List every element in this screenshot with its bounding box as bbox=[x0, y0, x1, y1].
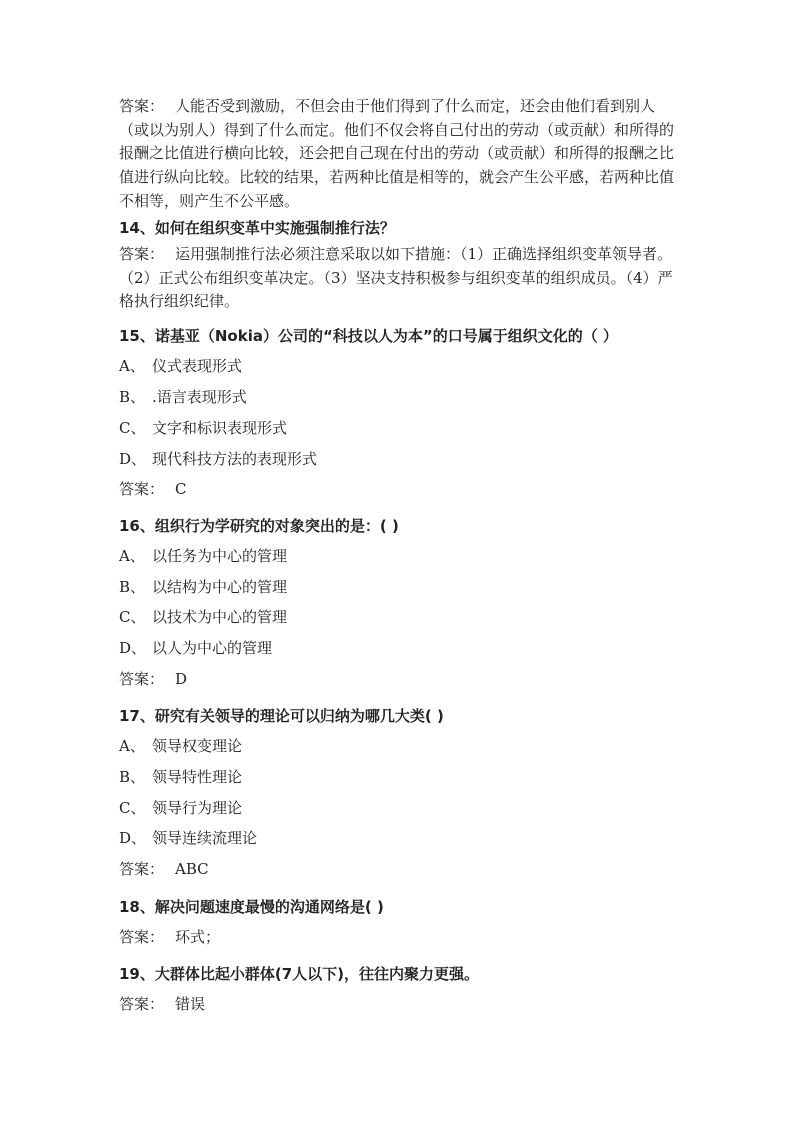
answer-14 bbox=[119, 243, 679, 314]
option-16-c bbox=[119, 607, 679, 627]
answer-label: 答案： bbox=[119, 480, 165, 498]
option-15-c bbox=[119, 418, 679, 438]
answer-label: 答案： bbox=[119, 97, 165, 115]
option-text: 以技术为中心的管理 bbox=[152, 608, 288, 626]
question-19: 19、大群体比起小群体(7人以下)，往往内聚力更强。 bbox=[119, 965, 480, 983]
question-14: 14、如何在组织变革中实施强制推行法？ bbox=[119, 219, 395, 237]
option-text: 现代科技方法的表现形式 bbox=[152, 450, 318, 468]
option-text: 仪式表现形式 bbox=[152, 357, 243, 375]
option-letter: D、 bbox=[119, 639, 147, 657]
option-text: 以结构为中心的管理 bbox=[152, 578, 288, 596]
answer-text: 错误 bbox=[175, 995, 206, 1013]
option-16-d bbox=[119, 638, 679, 658]
answer-text: ABC bbox=[175, 860, 209, 878]
option-text: .语言表现形式 bbox=[152, 388, 247, 406]
answer-label: 答案： bbox=[119, 995, 165, 1013]
option-15-b bbox=[119, 387, 679, 407]
option-17-a bbox=[119, 736, 679, 756]
answer-label: 答案： bbox=[119, 245, 165, 263]
answer-text: 运用强制推行法必须注意采取以如下措施：（1）正确选择组织变革领导者。（2）正式公布组织变革决定。（3）坚决支持积极参与组织变革的组织成员。（4）严格执行组织纪律。 bbox=[119, 245, 673, 311]
option-letter: C、 bbox=[119, 608, 146, 626]
answer-17 bbox=[119, 859, 679, 879]
question-15: 15、诺基亚（Nokia）公司的“科技以人为本”的口号属于组织文化的（ ） bbox=[119, 327, 618, 345]
answer-text: C bbox=[175, 480, 187, 498]
answer-19 bbox=[119, 994, 679, 1014]
answer-18 bbox=[119, 927, 679, 947]
option-text: 领导行为理论 bbox=[152, 799, 243, 817]
answer-16 bbox=[119, 669, 679, 689]
option-letter: C、 bbox=[119, 799, 146, 817]
answer-text: D bbox=[175, 670, 188, 688]
option-text: 文字和标识表现形式 bbox=[152, 419, 288, 437]
option-16-b bbox=[119, 577, 679, 597]
option-letter: B、 bbox=[119, 388, 146, 406]
answer-13 bbox=[119, 95, 679, 214]
answer-text: 环式； bbox=[175, 928, 221, 946]
question-18: 18、解决问题速度最慢的沟通网络是( ) bbox=[119, 898, 384, 916]
option-letter: B、 bbox=[119, 578, 146, 596]
option-17-b bbox=[119, 767, 679, 787]
question-17: 17、研究有关领导的理论可以归纳为哪几大类( ) bbox=[119, 707, 444, 725]
option-text: 领导特性理论 bbox=[152, 768, 243, 786]
option-letter: D、 bbox=[119, 829, 147, 847]
option-letter: A、 bbox=[119, 737, 145, 755]
answer-label: 答案： bbox=[119, 670, 165, 688]
option-17-d bbox=[119, 828, 679, 848]
answer-label: 答案： bbox=[119, 928, 165, 946]
option-letter: A、 bbox=[119, 357, 145, 375]
option-15-a bbox=[119, 356, 679, 376]
answer-15 bbox=[119, 479, 679, 499]
option-text: 以任务为中心的管理 bbox=[152, 547, 288, 565]
option-letter: B、 bbox=[119, 768, 146, 786]
answer-label: 答案： bbox=[119, 860, 165, 878]
option-letter: D、 bbox=[119, 450, 147, 468]
option-15-d bbox=[119, 449, 679, 469]
question-16: 16、组织行为学研究的对象突出的是：( ) bbox=[119, 517, 399, 535]
answer-text: 人能否受到激励，不但会由于他们得到了什么而定，还会由他们看到别人（或以为别人）得到了什么而定。他们不仅会将自己付出的劳动（或贡献）和所得的报酬之比值进行横向比较，还会把自己现在付出的劳动（或贡献）和所得的报酬之比值进行纵向比较。比较的结果，若两种比值是相等的，就会产生公平感，若两种比值不相等，则产生不公平感。 bbox=[119, 97, 675, 210]
option-text: 以人为中心的管理 bbox=[152, 639, 273, 657]
option-17-c bbox=[119, 798, 679, 818]
option-letter: A、 bbox=[119, 547, 145, 565]
option-16-a bbox=[119, 546, 679, 566]
option-text: 领导连续流理论 bbox=[152, 829, 258, 847]
option-text: 领导权变理论 bbox=[152, 737, 243, 755]
option-letter: C、 bbox=[119, 419, 146, 437]
